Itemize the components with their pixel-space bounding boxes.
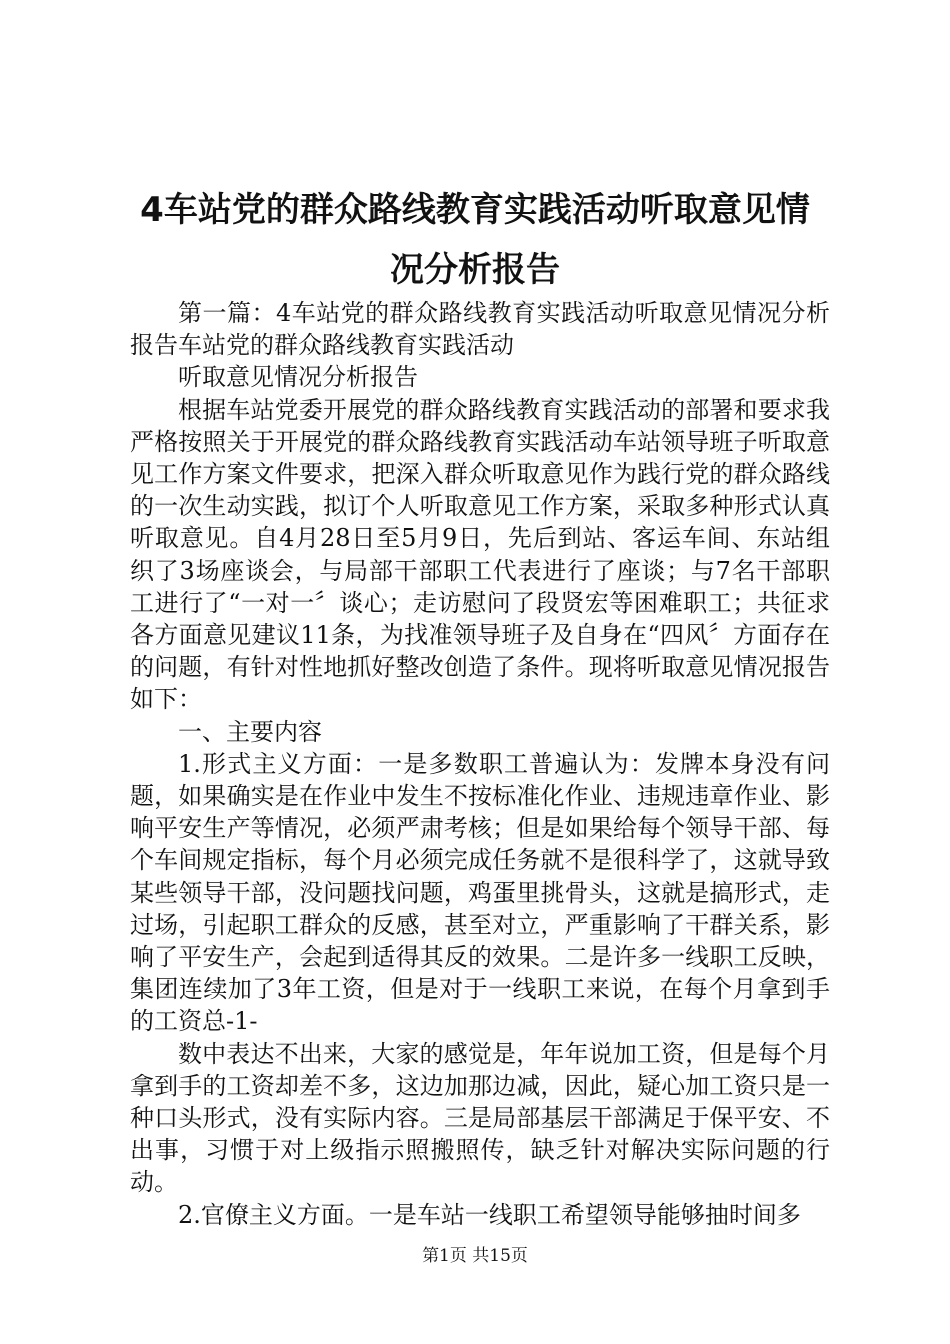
page-number-footer: 第1页 共15页 [422,1246,528,1266]
paragraph-intro: 第一篇：4车站党的群众路线教育实践活动听取意见情况分析报告车站党的群众路线教育实践活动 [130,299,830,360]
paragraph-formalism: 1.形式主义方面：一是多数职工普遍认为：发牌本身没有问题，如果确实是在作业中发生不按标准化作业、违规违章作业、影响平安生产等情况，必须严肃考核；但是如果给每个领导干部、每个车间规定指标，每个月必须完成任务就不是很科学了，这就导致某些领导干部，没问题找问题，鸡蛋里挑骨头，这就是搞形式，走过场，引起职工群众的反感，甚至对立，严重影响了干群关系，影响了平安生产，会起到适得其反的效果。二是许多一线职工反映，集团连续加了3年工资，但是对于一线职工来说，在每个月拿到手的工资总-1- [130,749,830,1036]
document-title-line-2: 况分析报告 [390,250,560,290]
paragraph-formalism-continued: 数中表达不出来，大家的感觉是，年年说加工资，但是每个月拿到手的工资却差不多，这边加那边减，因此，疑心加工资只是一种口头形式，没有实际内容。三是局部基层干部满足于保平安、不出事，习惯于对上级指示照搬照传，缺乏针对解决实际问题的行动。 [130,1039,830,1197]
section-heading-main-content: 一、主要内容 [178,717,322,746]
document-title-line-1: 4车站党的群众路线教育实践活动听取意见情 [140,190,810,230]
paragraph-bureaucracy: 2.官僚主义方面。一是车站一线职工希望领导能够抽时间多 [178,1200,801,1229]
document-body [130,297,830,1231]
paragraph-background: 根据车站党委开展党的群众路线教育实践活动的部署和要求我严格按照关于开展党的群众路线教育实践活动车站领导班子听取意见工作方案文件要求，把深入群众听取意见作为践行党的群众路线的一次生动实践，拟订个人听取意见工作方案，采取多种形式认真听取意见。自4月28日至5月9日，先后到站、客运车间、东站组织了3场座谈会，与局部干部职工代表进行了座谈；与7名干部职工进行了“一对一〞谈心；走访慰问了段贤宏等困难职工；共征求各方面意见建议11条，为找准领导班子及自身在“四风〞方面存在的问题，有针对性地抓好整改创造了条件。现将听取意见情况报告如下： [130,395,830,714]
paragraph-subtitle: 听取意见情况分析报告 [178,363,418,392]
